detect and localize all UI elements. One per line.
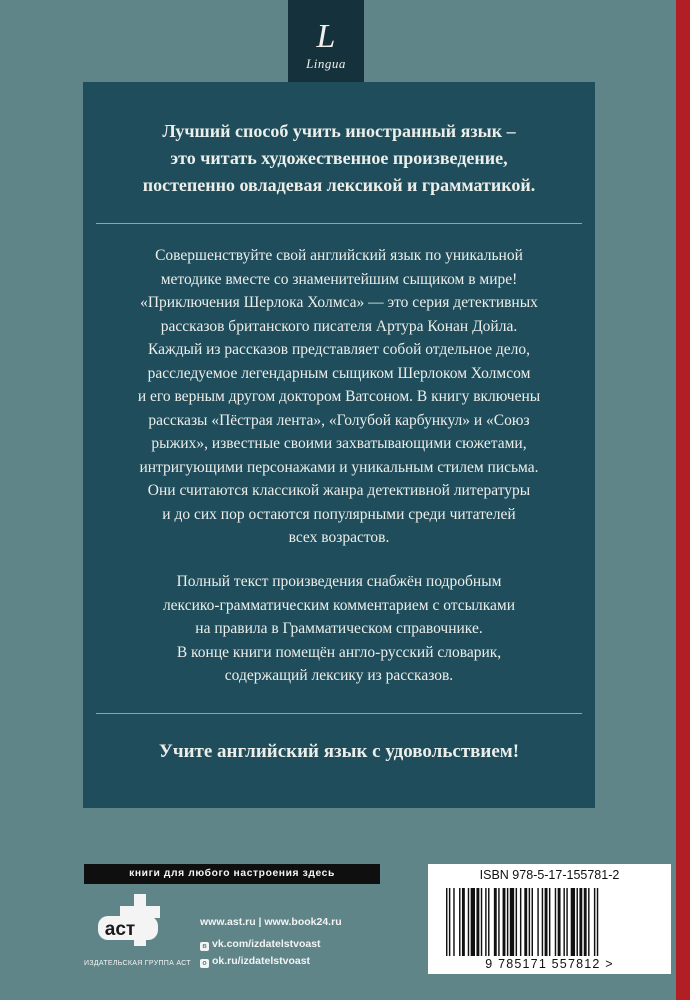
barcode-bar xyxy=(446,888,447,956)
barcode-bar xyxy=(494,888,497,956)
barcode-bar xyxy=(476,888,479,956)
barcode-bar xyxy=(545,888,548,956)
barcode-bar xyxy=(485,888,486,956)
description-line: Совершенствуйте свой английский язык по уникальной xyxy=(155,247,523,264)
barcode-bar xyxy=(459,888,460,956)
barcode-bar xyxy=(498,888,499,956)
lingua-logo xyxy=(288,0,364,88)
barcode-bar xyxy=(524,888,527,956)
commentary-line: Полный текст произведения снабжён подробным xyxy=(176,573,502,590)
barcode-bar xyxy=(481,888,482,956)
divider-bottom xyxy=(96,713,582,714)
spine-red-strip xyxy=(676,0,690,1000)
barcode-bar xyxy=(566,888,567,956)
description-line: расследуемое легендарным сыщиком Шерлоком Холмсом xyxy=(147,364,531,382)
barcode-bar xyxy=(516,888,517,956)
description-line: «Приключения Шерлока Холмса» — это серия детективных xyxy=(140,294,538,311)
description-paragraph xyxy=(83,244,595,550)
barcode-bar xyxy=(577,888,578,956)
ast-logo-text: аст xyxy=(104,919,136,940)
barcode-icon xyxy=(446,888,653,956)
isbn-text: ISBN 978-5-17-155781-2 xyxy=(479,868,620,882)
barcode-bar xyxy=(532,888,533,956)
lead-line: Лучший способ учить иностранный язык – xyxy=(162,121,516,141)
commentary-paragraph xyxy=(83,570,595,688)
lead-text xyxy=(83,118,595,199)
description-line: методике вместе со знаменитейшим сыщиком в мире! xyxy=(160,270,518,288)
barcode-bar xyxy=(588,888,589,956)
ast-logo-icon xyxy=(90,890,180,952)
barcode-bar xyxy=(549,888,550,956)
barcode-bar xyxy=(449,888,450,956)
vk-icon: в xyxy=(200,942,209,951)
barcode-bar xyxy=(537,888,538,956)
lingua-wordmark: Lingua xyxy=(306,56,346,71)
barcode-bar xyxy=(520,888,521,956)
commentary-line: В конце книги помещён англо-русский словарик, xyxy=(176,643,502,661)
barcode-bar xyxy=(555,888,556,956)
barcode-bar xyxy=(558,888,561,956)
barcode-bar xyxy=(594,888,595,956)
barcode-bar xyxy=(563,888,564,956)
slogan-banner: книги для любого настроения здесь xyxy=(84,864,380,884)
barcode-bar xyxy=(529,888,530,956)
barcode-bar xyxy=(584,888,587,956)
description-line: рассказы «Пёстрая лента», «Голубой карбункул» и «Союз xyxy=(148,411,530,429)
description-line: интригующими персонажами и уникальным стилем письма. xyxy=(139,458,539,476)
vk-text: vk.com/izdatelstvoast xyxy=(212,938,321,950)
barcode-bar xyxy=(597,888,598,956)
motto: Учите английский язык с удовольствием! xyxy=(158,741,520,762)
ok-link[interactable] xyxy=(200,955,310,968)
description-line: всех возрастов. xyxy=(288,529,390,546)
commentary-line: лексико-грамматическим комментарием с отсылками xyxy=(162,596,516,614)
lead-line: постепенно овладевая лексикой и грамматикой. xyxy=(142,175,536,195)
barcode-bar xyxy=(471,888,475,956)
barcode-bar xyxy=(503,888,506,956)
publisher-label: ИЗДАТЕЛЬСКАЯ ГРУППА АСТ xyxy=(84,960,191,967)
description-panel xyxy=(83,82,595,808)
barcode-bar xyxy=(453,888,454,956)
barcode-bar xyxy=(468,888,469,956)
commentary-line: содержащий лексику из рассказов. xyxy=(224,667,454,684)
description-line: Каждый из рассказов представляет собой отдельное дело, xyxy=(147,341,531,358)
vk-link[interactable] xyxy=(200,938,321,951)
barcode-box xyxy=(428,864,671,974)
description-line: и до сих пор остаются популярными среди читателей xyxy=(162,505,516,523)
ok-text: ok.ru/izdatelstvoast xyxy=(212,955,311,967)
barcode-digits: 9 785171 557812 > xyxy=(485,957,614,971)
barcode-bar xyxy=(579,888,582,956)
description-line: рассказов британского писателя Артура Конан Дойла. xyxy=(160,317,518,335)
description-line: и его верным другом доктором Ватсоном. В книгу включены xyxy=(137,388,541,405)
barcode-bar xyxy=(488,888,489,956)
barcode-bar xyxy=(507,888,508,956)
lingua-mark: L xyxy=(316,18,336,55)
divider-top xyxy=(96,223,582,224)
websites[interactable]: www.ast.ru | www.book24.ru xyxy=(200,916,342,928)
ok-icon: о xyxy=(200,959,209,968)
barcode-bar xyxy=(462,888,465,956)
description-line: рыжих», известные своими захватывающими сюжетами, xyxy=(151,435,527,452)
commentary-line: на правила в Грамматическом справочнике. xyxy=(195,620,483,637)
lead-line: это читать художественное произведение, xyxy=(170,148,508,168)
description-line: Они считаются классикой жанра детективной литературы xyxy=(147,482,531,499)
barcode-bar xyxy=(542,888,543,956)
barcode-bar xyxy=(510,888,514,956)
barcode-bar xyxy=(571,888,575,956)
